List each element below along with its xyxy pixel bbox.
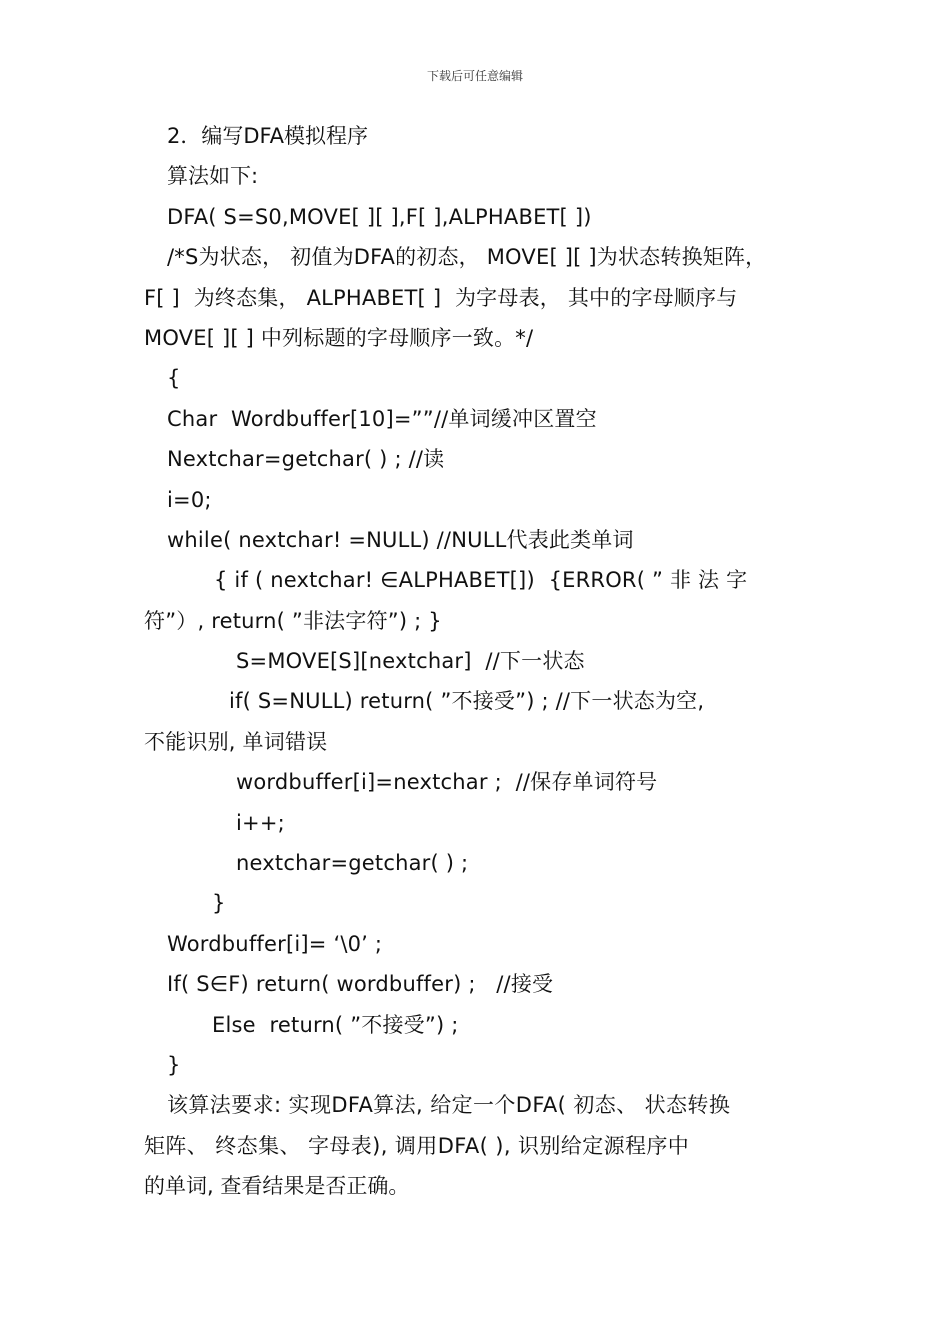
code-line: DFA( S=S0,MOVE[ ][ ],F[ ],ALPHABET[ ]) <box>167 204 592 229</box>
code-line: 不能识别, 单词错误 <box>144 729 328 754</box>
code-line: } <box>167 1052 181 1077</box>
code-line: { <box>167 366 181 391</box>
code-line: } <box>212 891 226 916</box>
comment-line: MOVE[ ][ ] 中列标题的字母顺序一致。*/ <box>144 325 534 350</box>
code-line: Wordbuffer[i]= ‘\0’ ; <box>167 931 383 956</box>
code-line: If( S∈F) return( wordbuffer) ; //接受 <box>167 972 554 997</box>
section-heading: 2．编写DFA模拟程序 <box>167 124 369 148</box>
code-line: Nextchar=getchar( ) ; //读 <box>167 447 445 472</box>
code-line: i++; <box>236 810 285 835</box>
code-line: wordbuffer[i]=nextchar ; //保存单词符号 <box>236 770 658 795</box>
code-line: Char Wordbuffer[10]=””//单词缓冲区置空 <box>167 406 597 431</box>
paragraph-line: 算法如下: <box>167 164 259 189</box>
document-body <box>144 116 812 1207</box>
comment-line: F[ ] 为终态集， ALPHABET[ ] 为字母表， 其中的字母顺序与 <box>144 285 738 310</box>
comment-line: /*S为状态， 初值为DFA的初态， MOVE[ ][ ]为状态转换矩阵， <box>167 245 767 270</box>
code-line: { if ( nextchar! ∈ALPHABET[]) {ERROR( ” 非 法 字 <box>214 568 748 593</box>
code-line: 符”）, return( ”非法字符”) ; } <box>144 608 442 633</box>
code-line: nextchar=getchar( ) ; <box>236 851 469 876</box>
code-line: Else return( ”不接受”) ; <box>212 1012 459 1037</box>
paragraph-line: 矩阵、 终态集、 字母表), 调用DFA( ), 识别给定源程序中 <box>144 1133 690 1158</box>
code-line: if( S=NULL) return( ”不接受”) ; //下一状态为空, <box>229 689 705 714</box>
page-header: 下载后可任意编辑 <box>426 69 523 83</box>
code-line: while( nextchar! =NULL) //NULL代表此类单词 <box>167 527 634 552</box>
code-line: S=MOVE[S][nextchar] //下一状态 <box>236 649 585 674</box>
paragraph-line: 该算法要求: 实现DFA算法, 给定一个DFA( 初态、 状态转换 <box>167 1093 731 1118</box>
code-line: i=0; <box>167 487 212 512</box>
paragraph-line: 的单词, 查看结果是否正确。 <box>144 1174 410 1199</box>
